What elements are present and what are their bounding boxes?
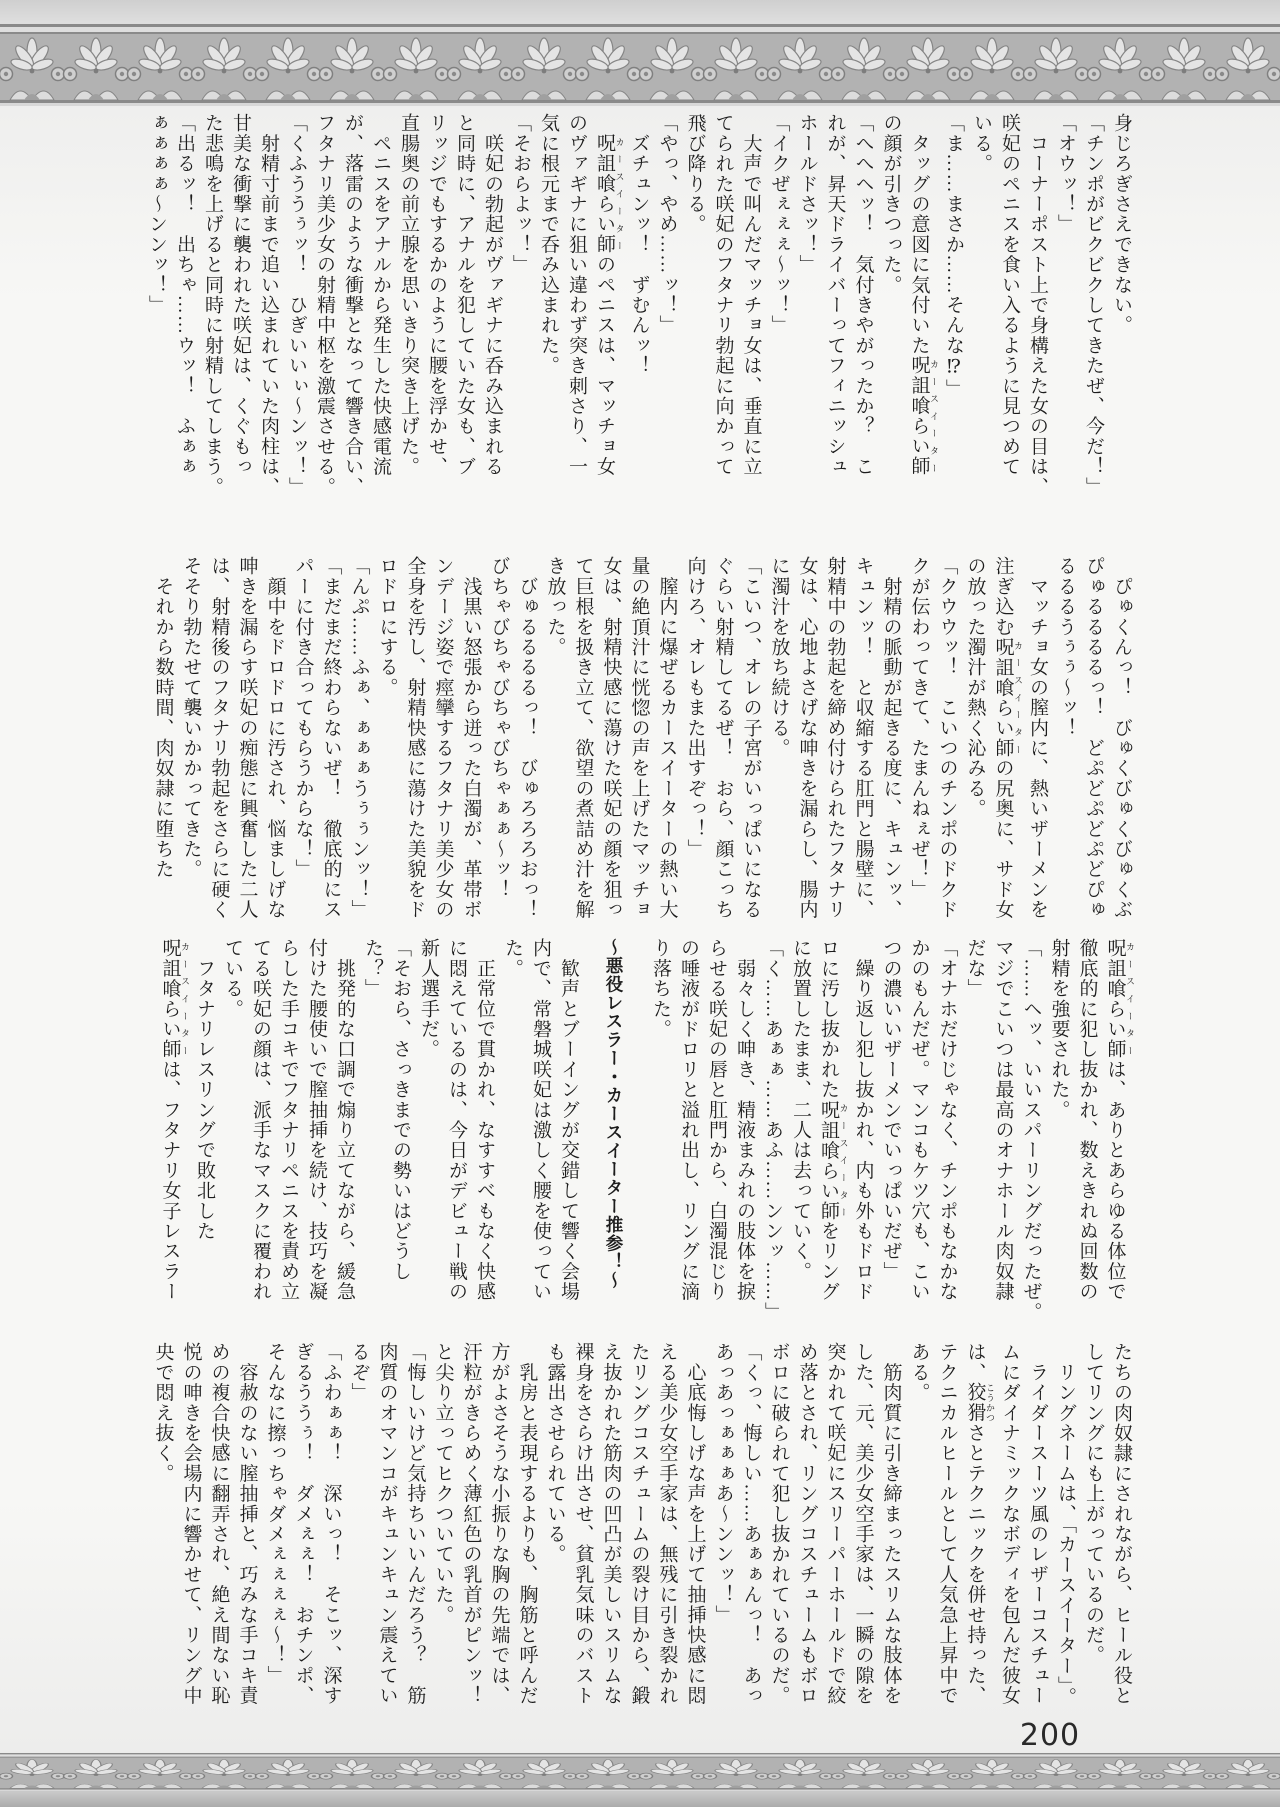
text-column: 「まだまだ終わらないぜ！ 徹底的にス <box>320 556 342 920</box>
text-column: らせる咲妃の唇と肛門から、白濁混じり <box>706 938 727 1302</box>
text-column: 心底悔しげな声を上げて抽挿快感に悶 <box>684 1342 706 1706</box>
ornamental-border-bottom <box>0 1753 1280 1791</box>
text-column: ぴゅるるるるっ！ どぷどぷどぷどぴゅ <box>1083 556 1104 920</box>
text-column: の唾液がドロリと溢れ出し、リングに滴 <box>678 938 699 1302</box>
page-number: 200 <box>1019 1718 1081 1753</box>
text-column: るるるうぅぅ～ッ！ <box>1055 556 1076 738</box>
text-band-2 <box>150 556 1135 938</box>
text-column: える美少女空手家は、無残に引き裂かれ <box>656 1342 678 1706</box>
text-column: つの濃いいザーメンでいっぱいだぜ」 <box>880 938 902 1282</box>
text-column: のヴァギナに狙い違わず突き刺さり、一 <box>566 113 587 477</box>
text-column: 量の絶頂汁に恍惚の声を上げたマッチョ <box>628 556 650 920</box>
text-column: も露出させられている。 <box>544 1342 566 1565</box>
text-column: 歓声とブーイングが交錯して響く会場 <box>558 938 579 1302</box>
text-column: そんなに擦っちゃダメぇぇぇぇ～！」 <box>264 1342 286 1686</box>
text-column: 向けろ、オレもまた出すぞっ！」 <box>684 556 706 859</box>
text-column: ロに汚し抜かれた呪詛喰らい師 カースイーターをリング <box>818 938 849 1302</box>
ornamental-border-top <box>0 24 1280 106</box>
text-column: 「チンポがビクビクしてきたぜ、今だ！」 <box>1083 113 1104 497</box>
text-column: 「くっ、悔しい……あぁぁんっ！ あっ <box>740 1342 762 1706</box>
text-column: に濁汁を放ち続ける。 <box>768 556 790 758</box>
furigana-ruby: 狡猾 こうかつ <box>964 1382 995 1423</box>
text-column: 「くふううぅッ！ ひぎいいぃ～ンッ！」 <box>286 113 307 497</box>
text-column: 挑発的な口調で煽り立てながら、緩急 <box>334 938 355 1302</box>
text-column: るぞ」 <box>348 1342 370 1403</box>
text-column: ぐらい射精してるぜ！ おら、顔こっち <box>712 556 734 920</box>
text-column: 「出るッ！ 出ちゃ……ウッ！ ふぁぁ <box>174 113 195 477</box>
text-column: パーに付き合ってもらうからな！」 <box>292 556 314 880</box>
text-column: 膣内に爆ぜるカースイーターの熱い大 <box>656 556 678 920</box>
text-column: 「やっ、やめ……ッ！」 <box>656 113 678 336</box>
text-column: 「んぷ……ふぁ、ぁぁぁうぅぅンッ！」 <box>348 556 370 920</box>
text-column: ペニスをアナルから発生した快感電流 <box>370 113 391 477</box>
text-column: コーナーポスト上で身構えた女の目は、 <box>1027 113 1048 497</box>
text-column: 「へへヘッ！ 気付きやがったか？ こ <box>852 113 874 477</box>
text-column: 射精の脈動が起きる度に、キュンッ、 <box>880 556 902 920</box>
text-column: 射精中の勃起を締め付けられたフタナリ <box>824 556 846 920</box>
text-column: あっあっぁぁぁあ～ンンッ！」 <box>712 1342 734 1625</box>
text-column: マッチョ女の膣内に、熱いザーメンを <box>1027 556 1048 920</box>
text-column: 直腸奥の前立腺を思いきり突き上げた。 <box>398 113 419 477</box>
text-column: 咲妃の勃起がヴァギナに呑み込まれる <box>482 113 503 477</box>
text-column: 注ぎ込む呪詛喰らい師 カースイーターの尻奥に、サド女 <box>992 556 1023 920</box>
text-column: てられた咲妃のフタナリ勃起に向かって <box>712 113 734 477</box>
furigana-ruby: 呪詛喰らい師 カースイーター <box>908 355 939 477</box>
text-column: め落とされ、リングコスチュームもボロ <box>796 1342 818 1706</box>
text-column: クが伝わってきて、たまんねぇぜ！」 <box>908 556 930 900</box>
text-column: 容赦のない膣抽挿と、巧みな手コキ責 <box>236 1342 258 1706</box>
text-column: てる咲妃の顔は、派手なマスクに覆われ <box>250 938 271 1302</box>
text-column: 浅黒い怒張から迸った白濁が、革帯ボ <box>460 556 482 920</box>
text-column: した、元、美少女空手家は、一瞬の隙を <box>852 1342 874 1706</box>
text-column: 「そおらよッ！」 <box>510 113 531 275</box>
text-column: り落ちた。 <box>650 938 671 1039</box>
text-column: かのもんだぜ。マンコもケツ穴も、こい <box>908 938 930 1302</box>
text-column: 「クウウッ！ こいつのチンポのドクド <box>936 556 958 920</box>
text-column: 気に根元まで呑み込まれた。 <box>538 113 559 376</box>
text-column: 「オウッ！」 <box>1055 113 1076 235</box>
text-column: 新人選手だ。 <box>418 938 439 1060</box>
text-column: びゅるるるるっ！ びゅろろろおっ！ <box>516 556 538 920</box>
column-spacer <box>630 938 646 1326</box>
text-column: それから数時間、肉奴隷に堕ちた <box>152 556 174 880</box>
text-column: 徹底的に犯し抜かれ、数えきれぬ回数の <box>1076 938 1098 1302</box>
text-column: してリングにも上がっているのだ。 <box>1083 1342 1104 1666</box>
text-column: と同時に、アナルを犯していた女も、ブ <box>454 113 475 477</box>
text-column: ズチュンッ！ ずむんッ！ <box>628 113 650 376</box>
text-column: 「ま……まさか……そんな⁉」 <box>943 113 964 399</box>
text-column: ムにダイナミックなボディを包んだ彼女 <box>999 1342 1020 1706</box>
furigana-ruby: 呪詛喰らい師 カースイーター <box>818 1099 849 1221</box>
text-column: 悦の呻きを会場内に響かせて、リング中 <box>180 1342 202 1706</box>
text-column: 汗粒がきらめく薄紅色の乳首がピンッ！ <box>460 1342 482 1706</box>
text-column: そそり勃たせて襲いかかってきた。 <box>180 556 202 880</box>
text-column: 「ふわぁぁ！ 深いっ！ そこッ、深す <box>320 1342 342 1706</box>
text-column: え抜かれた筋肉の凹凸が美しいスリムな <box>600 1342 622 1706</box>
text-column: 弱々しく呻き、精液まみれの肢体を捩 <box>734 938 755 1302</box>
text-column: 「イクぜぇぇぇ～ッ！」 <box>768 113 790 336</box>
text-column: ホールドさッ！」 <box>796 113 818 275</box>
text-column: フタナリ美少女の射精中枢を激震させる。 <box>314 113 335 497</box>
text-column: めの複合快感に翻弄され、絶え間ない恥 <box>208 1342 230 1706</box>
text-column: ある。 <box>908 1342 930 1403</box>
text-column: たちの肉奴隷にされながら、ヒール役と <box>1111 1342 1132 1706</box>
text-column: 大声で叫んだマッチョ女は、垂直に立 <box>740 113 762 477</box>
text-column: 身じろぎさえできない。 <box>1111 113 1132 336</box>
text-column: 女は、心地よさげな呻きを漏らし、腸内 <box>796 556 818 920</box>
text-column: ンデージ姿で痙攣するフタナリ美少女の <box>432 556 454 920</box>
text-column: は、射精後のフタナリ勃起をさらに硬く <box>208 556 230 920</box>
text-column: 央で悶え抜く。 <box>152 1342 174 1484</box>
furigana-ruby: 呪詛喰らい師 カースイーター <box>159 938 190 1060</box>
section-header: ～悪役レスラー・カースイーター推参！～ <box>604 938 624 1290</box>
text-column: 飛び降りる。 <box>684 113 706 235</box>
text-column: 「悔しいけど気持ちいいんだろう？ 筋 <box>404 1342 426 1706</box>
text-column: キュンッ！ と収縮する肛門と腸壁に、 <box>852 556 874 920</box>
text-column: ぎるううぅ！ ダメぇぇ！ おチンポ、 <box>292 1342 314 1706</box>
text-column: ライダースーツ風のレザーコスチュー <box>1027 1342 1048 1706</box>
text-column: た？」 <box>362 938 383 999</box>
text-column: と尖り立ってヒクついていた。 <box>432 1342 454 1625</box>
text-column: リングネームは、「カースイーター」。 <box>1055 1342 1076 1707</box>
text-column: は、狡猾 こうかつさとテクニックを併せ持った、 <box>964 1342 995 1706</box>
text-column: 顔中をドロドロに汚され、悩ましげな <box>264 556 286 920</box>
text-column: ぁぁぁぁ～ンンッ！」 <box>146 113 167 315</box>
text-column: に放置したまま、二人は去っていく。 <box>790 938 811 1282</box>
text-column: リッジでもするかのように腰を浮かせ、 <box>426 113 447 477</box>
column-spacer <box>582 938 598 1326</box>
text-column: フタナリレスリングで敗北した <box>194 938 215 1241</box>
furigana-ruby: 呪詛喰らい師 カースイーター <box>1104 938 1135 1060</box>
text-column: 裸身をさらけ出させ、貧乳気味のバスト <box>572 1342 594 1706</box>
text-column: テクニカルヒールとして人気急上昇中で <box>936 1342 958 1706</box>
text-column: 正常位で貫かれ、なすすべもなく快感 <box>474 938 495 1302</box>
text-column: 筋肉質に引き締まったスリムな肢体を <box>880 1342 902 1706</box>
text-column: 「オナホだけじゃなく、チンポもなかな <box>936 938 958 1302</box>
text-column: 咲妃のペニスを食い入るように見つめて <box>999 113 1020 477</box>
text-column: 付けた腰使いで膣抽挿を続け、技巧を凝 <box>306 938 327 1302</box>
text-column: いる。 <box>971 113 992 174</box>
text-column: びちゃびちゃびちゃびちゃぁぁ～ッ！ <box>488 556 510 900</box>
text-column: 「く……あぁぁ……あふ……ンンッ……」 <box>762 938 783 1322</box>
text-column: 乳房と表現するよりも、胸筋と呼んだ <box>516 1342 538 1706</box>
text-column: ている。 <box>222 938 243 1019</box>
text-column: 「……ヘッ、いいスパーリングだったぜ。 <box>1020 938 1042 1322</box>
text-column: 呪詛喰らい師 カースイーターのペニスは、マッチョ女 <box>594 133 625 477</box>
text-column: 全身を汚し、射精快感に蕩けた美貌をド <box>404 556 426 920</box>
text-column: ボロに破られて犯し抜かれているのだ。 <box>768 1342 790 1706</box>
text-band-3 <box>150 938 1135 1326</box>
text-column: た悲鳴を上げると同時に射精してしまう。 <box>202 113 223 497</box>
text-column: た。 <box>502 938 523 979</box>
text-column: 射精を強要された。 <box>1048 938 1070 1120</box>
text-column: 呪詛喰らい師 カースイーターは、フタナリ女子レスラー <box>159 938 190 1302</box>
text-column: タッグの意図に気付いた呪詛喰らい師 カースイーター <box>908 113 939 477</box>
text-column: の放った濁汁が熱く沁みる。 <box>964 556 986 819</box>
text-column: 甘美な衝撃に襲われた咲妃は、くぐもっ <box>230 113 251 477</box>
furigana-ruby: 呪詛喰らい師 カースイーター <box>594 133 625 255</box>
text-column: の顔が引きつった。 <box>880 113 902 295</box>
text-column: 内で、常磐城咲妃は激しく腰を使ってい <box>530 938 551 1302</box>
text-column: が、落雷のような衝撃となって響き合い、 <box>342 113 363 497</box>
text-column: 呻きを漏らす咲妃の痴態に興奮した二人 <box>236 556 258 920</box>
text-column: マジでこいつは最高のオナホール肉奴隷 <box>992 938 1014 1302</box>
text-column: 肉質のオマンコがキュンキュン震えてい <box>376 1342 398 1706</box>
text-column: て巨根を扱き立て、欲望の煮詰め汁を解 <box>572 556 594 920</box>
text-column: 突かれて咲妃にスリーパーホールドで絞 <box>824 1342 846 1706</box>
text-column: 呪詛喰らい師 カースイーターは、ありとあらゆる体位で <box>1104 938 1135 1302</box>
text-column: だな」 <box>964 938 986 999</box>
text-column: に悶えているのは、今日がデビュー戦の <box>446 938 467 1302</box>
text-column: き放った。 <box>544 556 566 657</box>
text-column: ぴゅくんっ！ びゅくびゅくびゅくぶ <box>1111 556 1132 920</box>
text-column: 女は、射精快感に蕩けた咲妃の顔を狙っ <box>600 556 622 920</box>
text-band-1 <box>146 113 1135 525</box>
text-column: 繰り返し犯し抜かれ、内も外もドロド <box>852 938 874 1302</box>
text-column: らした手コキでフタナリペニスを責め立 <box>278 938 299 1302</box>
text-column: 方がよさそうな小振りな胸の先端では、 <box>488 1342 510 1706</box>
text-band-4 <box>150 1342 1135 1730</box>
text-column: 「そおら、さっきまでの勢いはどうし <box>390 938 411 1282</box>
text-column: 射精寸前まで追い込まれていた肉柱は、 <box>258 113 279 497</box>
text-column: 「こいつ、オレの子宮がいっぱいになる <box>740 556 762 920</box>
text-column: ロドロにする。 <box>376 556 398 698</box>
text-column: たリングコスチュームの裂け目から、鍛 <box>628 1342 650 1706</box>
text-column: れが、昇天ドライバーってフィニッシュ <box>824 113 846 477</box>
furigana-ruby: 呪詛喰らい師 カースイーター <box>992 636 1023 759</box>
